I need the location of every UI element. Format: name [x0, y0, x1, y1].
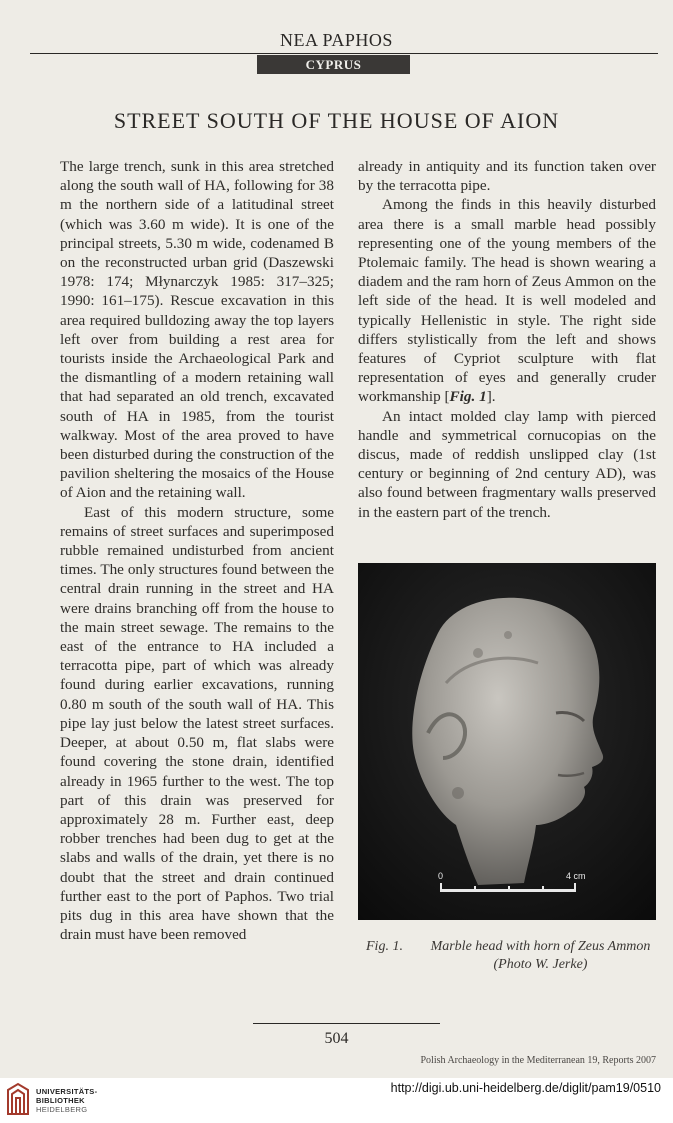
- left-column: [60, 157, 334, 944]
- right-column: [358, 157, 656, 522]
- caption-line: Marble head with horn of Zeus Ammon: [430, 939, 651, 954]
- library-name-line: HEIDELBERG: [36, 1105, 88, 1114]
- header-rule: [30, 53, 658, 54]
- figure-photo-marble-head: [358, 563, 656, 920]
- library-name-line: BIBLIOTHEK: [36, 1096, 85, 1105]
- library-logo-icon[interactable]: [6, 1082, 30, 1116]
- footer-rule: [253, 1023, 440, 1024]
- paragraph-text: Among the finds in this heavily disturbed area there is a small marble head possibly representing one of the young members of the Ptolemaic family. The head is shown wearing a diadem and the ram horn of Zeus Ammon on the left side of the head. It is well modeled and typically Hellenistic in style. The right side differs stylistically from the left and shows features of Cypriot sculpture with flat representation of eyes and generally cruder workmanship [: [358, 196, 656, 406]
- figure-reference-link[interactable]: Fig. 1: [449, 388, 487, 406]
- article-title: STREET SOUTH OF THE HOUSE OF AION: [113, 108, 560, 133]
- running-head: NEA PAPHOS: [280, 30, 393, 50]
- paragraph: East of this modern structure, some remains of street surfaces and superimposed rubble remained undisturbed from ancient times. The only structures found between the central drain running in the street and HA were drains branching off from the house to the main street sewage. The remains to the east of the entrance to HA included a terracotta pipe, part of which was already found during earlier excavations, running 0.80 m south of the south wall of HA. This pipe lay just below the latest street surfaces. Deeper, at about 0.50 m, flat slabs were found covering the stone drain, identified already in 1965 further to the west. The top part of this drain was preserved for approximately 28 m. Further east, deep robber trenches had been dug to get at the slabs and walls of the drain, yet there is no doubt that the street and drain continued further east to the port of Paphos. Two trial pits dug in this area have shown that the drain must have been removed: [60, 503, 334, 944]
- paragraph: already in antiquity and its function taken over by the terracotta pipe.: [358, 158, 656, 195]
- journal-reference: Polish Archaeology in the Mediterranean 19, Reports 2007: [420, 1055, 656, 1066]
- document-url-link[interactable]: http://digi.ub.uni-heidelberg.de/diglit/pam19/0510: [390, 1081, 661, 1095]
- paragraph: [358, 195, 656, 406]
- paragraph: The large trench, sunk in this area stretched along the south wall of HA, following for 38 m the northern side of a latitudinal street (which was 3.60 m wide). It is one of the principal streets, 5.30 m wide, codenamed B on the reconstructed urban grid (Daszewski 1978: 174; Młynarczyk 1985: 317–325; 1990: 161–175). Rescue excavation in this area required bulldozing away the top layers left over from building a rest area for tourists inside the Archaeological Park and the dismantling of a modern retaining wall that had separated an old trench, excavated south of HA in 1985, from the tourist walkway. Most of the area proved to have been disturbed during the construction of the pavilion sheltering the mosaics of the House of Aion and the retaining wall.: [60, 158, 334, 502]
- section-label: CYPRUS: [257, 55, 410, 74]
- paragraph: An intact molded clay lamp with pierced handle and symmetrical cornucopias on the discus, made of reddish unslipped clay (1st century or beginning of 2nd century AD), was also found between fragmentary walls preserved in the eastern part of the trench.: [358, 407, 656, 521]
- library-name-line: UNIVERSITÄTS-: [36, 1087, 98, 1096]
- scale-end-label: 4 cm: [566, 871, 586, 881]
- scale-start-label: 0: [438, 871, 444, 881]
- caption-credit: (Photo W. Jerke): [493, 957, 588, 972]
- paragraph-text: ].: [486, 388, 496, 406]
- page-number: 504: [324, 1030, 349, 1047]
- figure-label: Fig. 1.: [366, 939, 403, 954]
- library-name: [36, 1087, 97, 1114]
